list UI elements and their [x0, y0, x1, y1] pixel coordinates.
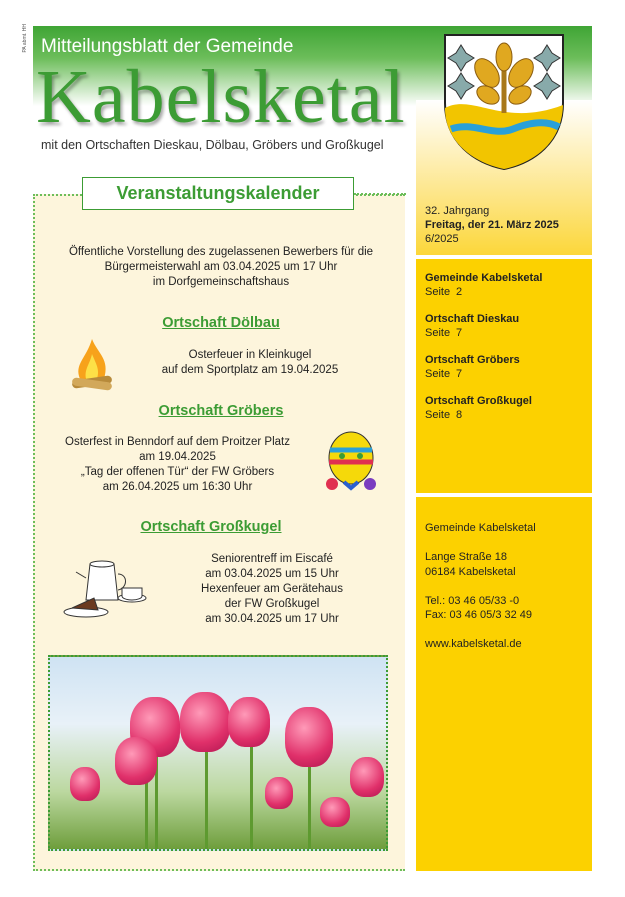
event-line: der FW Großkugel: [224, 598, 320, 610]
issue-number: 6/2025: [425, 233, 459, 245]
page-number: 7: [456, 327, 463, 339]
event-line: Hexenfeuer am Gerätehaus: [201, 583, 343, 595]
contents-page: [425, 367, 542, 381]
contents-page: [425, 285, 542, 299]
contact-tel: Tel.: 03 46 05/33 -0: [425, 594, 520, 607]
header-subtitle: mit den Ortschaften Dieskau, Dölbau, Gröbers und Großkugel: [41, 138, 384, 152]
event-line: Osterfest in Benndorf auf dem Proitzer Platz: [65, 436, 290, 448]
postal-note: PA abmt. HH: [22, 24, 28, 53]
calendar-title: Veranstaltungskalender: [82, 177, 354, 210]
intro-line: Bürgermeisterwahl am 03.04.2025 um 17 Uhr: [104, 261, 338, 273]
page-label: Seite: [425, 409, 451, 421]
page-label: Seite: [425, 368, 451, 380]
section-heading-doelbau: Ortschaft Dölbau: [162, 315, 280, 331]
event-line: am 19.04.2025: [139, 451, 216, 463]
page-number: 7: [456, 368, 463, 380]
event-line: Seniorentreff im Eiscafé: [211, 553, 333, 565]
page-number: 2: [456, 286, 463, 298]
coat-of-arms-icon: [443, 33, 565, 171]
contents-page: [425, 326, 542, 340]
contents-title: Gemeinde Kabelsketal: [425, 272, 543, 284]
contents-title: Ortschaft Gröbers: [425, 354, 520, 366]
intro-line: Öffentliche Vorstellung des zugelassenen Bewerbers für die: [68, 246, 374, 258]
contact-city: 06184 Kabelsketal: [425, 565, 516, 578]
easter-egg-icon: [318, 428, 384, 494]
event-line: „Tag der offenen Tür“ der FW Gröbers: [80, 466, 275, 478]
page-label: Seite: [425, 327, 451, 339]
intro-line: im Dorfgemeinschaftshaus: [152, 276, 290, 288]
intro-text: [40, 245, 402, 290]
contents-title: Ortschaft Großkugel: [425, 395, 532, 407]
contents-page: [425, 408, 542, 422]
tulip-photo: [48, 655, 388, 851]
coffee-cake-icon: [62, 552, 152, 622]
contact-fax: Fax: 03 46 05/3 32 49: [425, 609, 533, 621]
event-groebers: [45, 435, 310, 495]
event-line: auf dem Sportplatz am 19.04.2025: [161, 364, 339, 376]
contact-street: Lange Straße 18: [425, 551, 507, 563]
event-line: am 30.04.2025 um 17 Uhr: [205, 613, 339, 625]
section-heading-grosskugel: Ortschaft Großkugel: [140, 519, 282, 535]
issue-volume: 32. Jahrgang: [425, 205, 490, 217]
event-grosskugel: [172, 552, 372, 627]
contents-title: Ortschaft Dieskau: [425, 313, 520, 325]
section-heading-groebers: Ortschaft Gröbers: [158, 403, 284, 419]
easter-fire-icon: [68, 334, 116, 394]
divider: [354, 193, 406, 195]
header-kicker: Mitteilungsblatt der Gemeinde: [41, 36, 294, 57]
issue-date: Freitag, der 21. März 2025: [425, 219, 559, 231]
contents-item: [425, 312, 542, 340]
contents-item: [425, 353, 542, 381]
contents-item: [425, 394, 542, 422]
contact-website[interactable]: www.kabelsketal.de: [425, 638, 522, 650]
masthead-title: Kabelsketal: [36, 55, 406, 139]
contact-name: Gemeinde Kabelsketal: [425, 522, 536, 534]
contents-item: [425, 271, 542, 299]
event-doelbau: [140, 348, 360, 378]
event-line: Osterfeuer in Kleinkugel: [188, 349, 312, 361]
contents-panel: [416, 259, 592, 493]
page-label: Seite: [425, 286, 451, 298]
page-number: 8: [456, 409, 463, 421]
event-line: am 03.04.2025 um 15 Uhr: [205, 568, 339, 580]
event-line: am 26.04.2025 um 16:30 Uhr: [102, 481, 253, 493]
contact-panel: [416, 497, 592, 871]
